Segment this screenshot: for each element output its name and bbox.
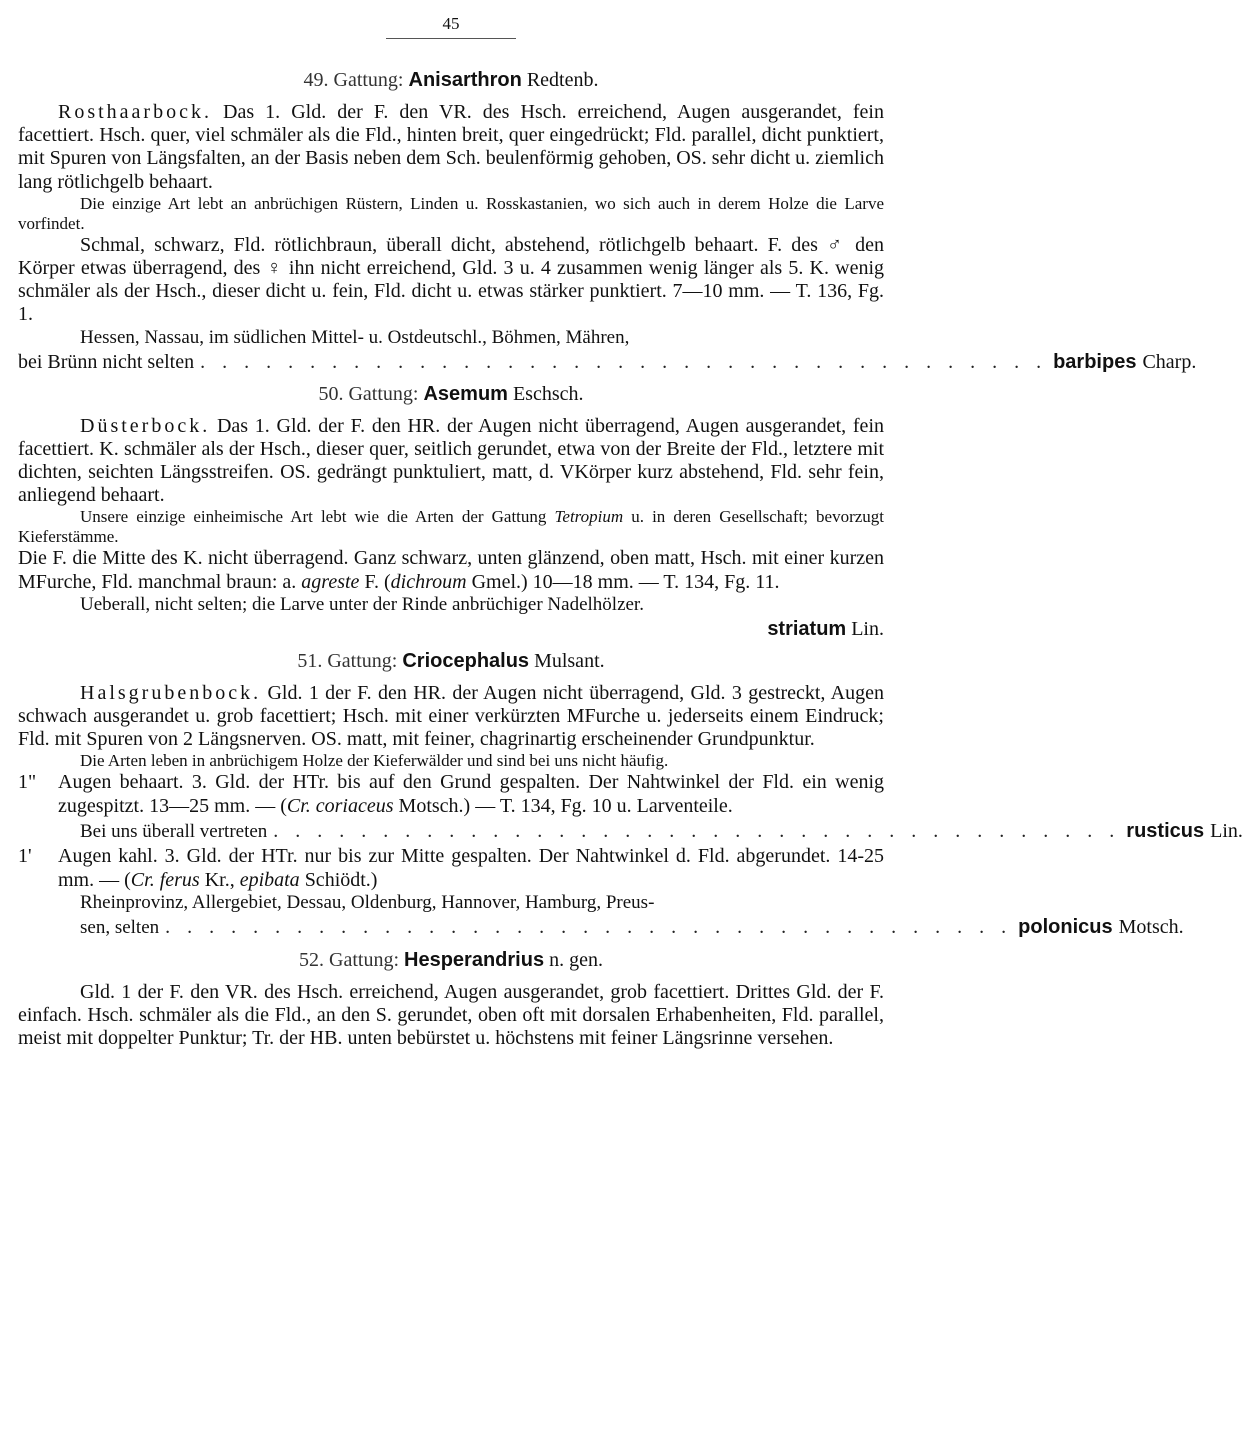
species-author: Lin.	[851, 617, 884, 640]
genus-description-50	[18, 415, 884, 508]
genus-author: Mulsant.	[534, 649, 605, 672]
species-desc-part1: Schmal, schwarz, Fld. rötlichbraun, überall dicht, abstehend, rötlichgelb behaart. F. des	[80, 233, 818, 256]
distribution-end: bei Brünn nicht selten	[18, 350, 195, 373]
distribution-49: Hessen, Nassau, im südlichen Mittel- u. Ostdeutschl., Böhmen, Mähren,	[80, 326, 630, 348]
key-synonym-2: epibata	[239, 868, 300, 891]
genus-number: 52.	[299, 949, 325, 972]
genus-description-49	[18, 101, 884, 194]
genus-note-50	[18, 507, 884, 547]
genus-author: Redtenb.	[526, 69, 599, 91]
genus-heading-50	[18, 381, 884, 407]
variety-synonym-author: Gmel.)	[471, 570, 528, 593]
genus-label: Gattung:	[333, 69, 404, 91]
genus-description-51	[18, 682, 884, 752]
common-name: Halsgrubenbock.	[80, 681, 262, 704]
key-text-part3: Schiödt.)	[304, 868, 378, 891]
genus-name: Hesperandrius	[404, 949, 545, 972]
species-description-49	[18, 234, 884, 327]
leader-dots: . . . . . . . . . . . . . . . . . . . . . . . . . . . . . . . . . . . . . . .	[165, 916, 1013, 939]
note-part1: Unsere einzige einheimische Art lebt wie die Arten der Gattung	[80, 507, 547, 527]
variety-synonym: dichroum	[390, 570, 467, 593]
species-desc: Die F. die Mitte des K. nicht überragend. Ganz schwarz, unten glänzend, oben matt, Hsch. mit einer kurzen MFurche, Fld. manchmal braun:	[18, 547, 884, 593]
species-line-51b	[18, 914, 1184, 941]
key-text-part2: Kr.,	[204, 868, 235, 891]
genus-number: 50.	[318, 382, 344, 405]
species-name: rusticus	[1126, 820, 1205, 843]
species-desc-part2: den Körper etwas überragend, des	[18, 233, 884, 280]
species-author: Lin.	[1210, 820, 1243, 843]
key-text	[58, 845, 884, 892]
female-symbol: ♀	[266, 257, 283, 280]
species-author: Charp.	[1142, 350, 1197, 373]
genus-heading-51	[18, 648, 884, 674]
genus-name: Asemum	[423, 382, 508, 405]
genus-heading-49	[18, 67, 884, 93]
genus-note-49: Die einzige Art lebt an anbrüchigen Rüstern, Linden u. Rosskastanien, wo sich auch in derem Holze die Larve vorfindet.	[18, 193, 884, 233]
genus-label: Gattung:	[329, 949, 400, 972]
key-label: 1"	[18, 771, 37, 794]
genus-note-51: Die Arten leben in anbrüchigem Holze der Kieferwälder und sind bei uns nicht häufig.	[80, 751, 669, 771]
page-number: 45	[442, 14, 460, 33]
species-line-51a	[18, 818, 1243, 845]
genus-label: Gattung:	[348, 382, 419, 405]
key-label: 1'	[18, 845, 32, 868]
key-text-part2: Motsch.) — T. 134, Fg. 10 u. Larventeile.	[398, 794, 733, 817]
genus-label: Gattung:	[327, 649, 398, 672]
variety-measure: 10—18 mm. — T. 134, Fg. 11.	[532, 570, 780, 593]
variety-name: agreste	[301, 570, 360, 593]
genus-name: Criocephalus	[402, 649, 530, 672]
genus-number: 51.	[297, 649, 323, 672]
genus-description-52: Gld. 1 der F. den VR. des Hsch. erreichend, Augen ausgerandet, grob facettiert. Drittes Gld. der F. einfach. Hsch. schmäler als die Fld., an den S. gerundet, oben oft mit dorsalen Erhabenheiten, Fld. parallel, meist mit doppelter Punktur; Tr. der HB. unten bebürstet u. höchstens mit feiner Längsrinne versehen.	[18, 981, 884, 1050]
key-text-part1: Augen behaart. 3. Gld. der HTr. bis auf den Grund gespalten. Der Nahtwinkel der Fld. ein wenig zugespitzt. 13—25 mm. — (	[58, 771, 884, 817]
key-entry-1-prime	[18, 845, 884, 892]
key-text-part1: Augen kahl. 3. Gld. der HTr. nur bis zur Mitte gespalten. Der Nahtwinkel d. Fld. abgerundet. 14-25 mm. — (	[58, 845, 884, 891]
genus-heading-52	[18, 947, 884, 973]
key-text	[58, 771, 884, 818]
note-part2: u. in deren Gesellschaft; bevorzugt Kieferstämme.	[18, 507, 885, 547]
genus-author: n. gen.	[549, 949, 603, 972]
header-rule	[386, 38, 516, 39]
common-name: Rosthaarbock.	[58, 101, 212, 123]
genus-number: 49.	[303, 69, 329, 91]
species-name: polonicus	[1018, 916, 1113, 939]
species-name: barbipes	[1053, 350, 1137, 373]
leader-dots: . . . . . . . . . . . . . . . . . . . . . . . . . . . . . . . . . . . . . . .	[200, 350, 1048, 373]
key-synonym-1: Cr. ferus	[130, 868, 200, 891]
genus-name: Anisarthron	[408, 69, 522, 91]
key-synonym: Cr. coriaceus	[286, 794, 394, 817]
species-line-49	[18, 349, 1197, 375]
note-genus: Tetropium	[554, 507, 624, 527]
description-text: Das 1. Gld. der F. den VR. des Hsch. erreichend, Augen ausgerandet, fein facettiert. Hsch. quer, viel schmäler als die Fld., hinten breit, quer eingedrückt; Fld. parallel, dicht punktiert, mit Spuren von Längsfalten, an der Basis neben dem Sch. beulenförmig gehoben, OS. sehr dicht u. ziemlich lang rötlichgelb behaart.	[18, 101, 884, 193]
description-text: Gld. 1 der F. den HR. der Augen nicht überragend, Gld. 3 gestreckt, Augen schwach ausgerandet u. grob facettiert; Hsch. mit einer verkürzten MFurche u. jederseits einem Eindruck; Fld. mit Spuren von 2 Längsnerven. OS. matt, mit feiner, chagrinartig erscheinender Grundpunktur.	[18, 681, 885, 751]
male-symbol: ♂	[826, 233, 847, 256]
description-text: Das 1. Gld. der F. den HR. der Augen nicht überragend, Augen ausgerandet, fein facettiert. K. schmäler als der Hsch., dieser quer, seitlich gerundet, etwa von der Breite der Fld., letztere mit dichten, seichten Längsstreifen. OS. gedrängt punktuliert, matt, d. VKörper kurz abstehend, Fld. sehr fein, anliegend behaart.	[18, 414, 884, 507]
distribution-50: Ueberall, nicht selten; die Larve unter der Rinde anbrüchiger Nadelhölzer.	[80, 593, 644, 615]
distribution: Bei uns überall vertreten	[80, 821, 268, 843]
species-description-50: Die F. die Mitte des K. nicht überragend. Ganz schwarz, unten glänzend, oben matt, Hsch. mit einer kurzen MFurche, Fld. manchmal braun: a. agreste F. (dichroum Gmel.) 10—18 mm. — T. 134, Fg. 11.	[18, 547, 884, 593]
leader-dots: . . . . . . . . . . . . . . . . . . . . . . . . . . . . . . . . . . . . . . .	[273, 820, 1121, 843]
species-desc-part3: ihn nicht erreichend, Gld. 3 u. 4 zusammen wenig länger als 5. K. wenig schmäler als der Hsch., dieser dicht u. fein, Fld. dicht u. etwas stärker punktiert. 7—10 mm. — T. 136, Fg. 1.	[18, 257, 885, 326]
key-entry-1-double-prime	[18, 771, 884, 818]
species-author: Motsch.	[1118, 916, 1184, 939]
variety-prefix: a.	[282, 570, 297, 593]
species-name: striatum	[767, 617, 847, 640]
common-name: Düsterbock.	[80, 414, 211, 437]
distribution-51b: Rheinprovinz, Allergebiet, Dessau, Oldenburg, Hannover, Hamburg, Preus-	[80, 892, 655, 914]
distribution-end: sen, selten	[80, 917, 160, 939]
genus-author: Eschsch.	[512, 382, 584, 405]
variety-author: F.	[364, 570, 379, 593]
species-line-50	[18, 616, 884, 642]
